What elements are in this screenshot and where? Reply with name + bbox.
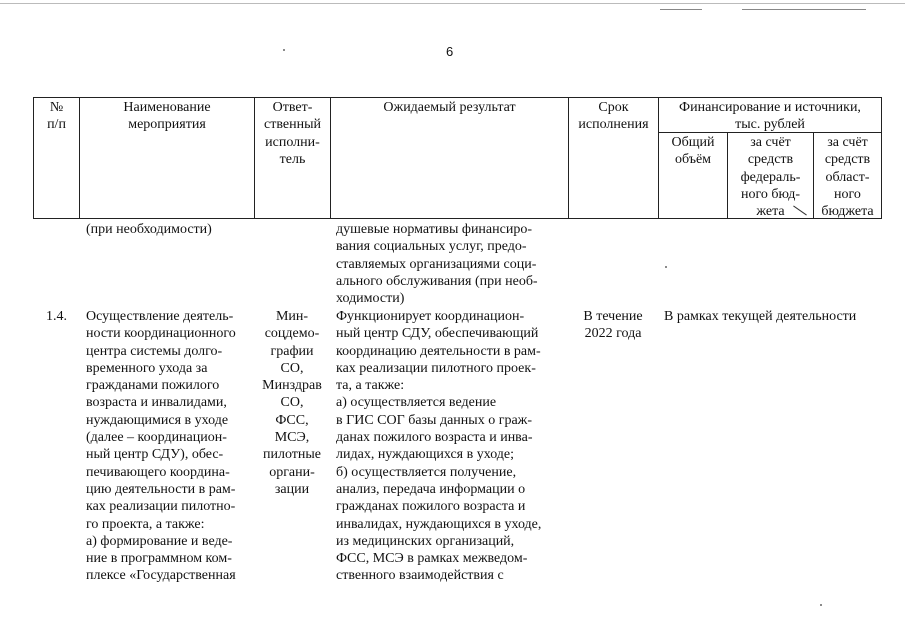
scan-edge-line xyxy=(0,3,905,4)
continuation-name: (при необходимости) xyxy=(86,222,212,237)
row-1-4-financing: В рамках текущей деятельности xyxy=(664,309,857,324)
header-term: Срок исполнения xyxy=(578,100,649,133)
scan-speck xyxy=(283,49,285,51)
row-1-4-term: В течение 2022 года xyxy=(583,309,643,342)
scan-edge-line xyxy=(742,9,866,10)
scan-speck xyxy=(665,266,667,268)
header-num: № п/п xyxy=(47,100,66,133)
header-name: Наименование мероприятия xyxy=(123,100,211,133)
scan-speck xyxy=(820,604,822,606)
header-federal: за счёт средств федераль- ного бюд- жета xyxy=(740,135,801,220)
header-responsible: Ответ- ственный исполни- тель xyxy=(264,100,321,167)
table-right-border xyxy=(881,97,882,219)
row-1-4-responsible: Мин- соцдемо- графии СО, Минздрав СО, ФСС, МСЭ, пилотные органи- зации xyxy=(262,309,322,497)
page-number: 6 xyxy=(446,44,454,59)
row-1-4-name: Осуществление деятель- ности координационного центра системы долго- временного ухода за гражданами пожилого возраста и инвалидами, нуждающимися в уходе (далее – координацион- ный центр СДУ), обес- печивающего координа- цию деятельности в рам- ках реализации пилотно- го проекта, а также: а) формирование и веде- ние в программном ком- плексе «Государственная xyxy=(86,309,236,584)
header-regional: за счёт средств област- ного бюджета xyxy=(821,135,874,220)
scan-edge-line xyxy=(660,9,702,10)
header-result: Ожидаемый результат xyxy=(383,100,516,115)
row-1-4-num: 1.4. xyxy=(46,309,67,324)
table-top-border xyxy=(33,97,882,98)
continuation-result: душевые нормативы финансиро- вания социальных услуг, предо- ставляемых организациями соци- ального обслуживания (при необ- ходимости) xyxy=(336,222,538,307)
header-total: Общий объём xyxy=(671,135,715,168)
row-1-4-result: Функционирует координацион- ный центр СДУ, обеспечивающий координацию деятельности в рам- ках реализации пилотного проек- та, а также: а) осуществляется ведение в ГИС СОГ базы данных о граж- данах пожилого возраста и инва- лидах, нуждающихся в уходе; б) осуществляется получение, анализ, передача информации о гражданах пожилого возраста и инвалидах, нуждающихся в уходе, из медицинских организаций, ФСС, МСЭ в рамках межведом- ственного взаимодействия с xyxy=(336,309,542,584)
header-financing: Финансирование и источники, тыс. рублей xyxy=(679,100,861,133)
